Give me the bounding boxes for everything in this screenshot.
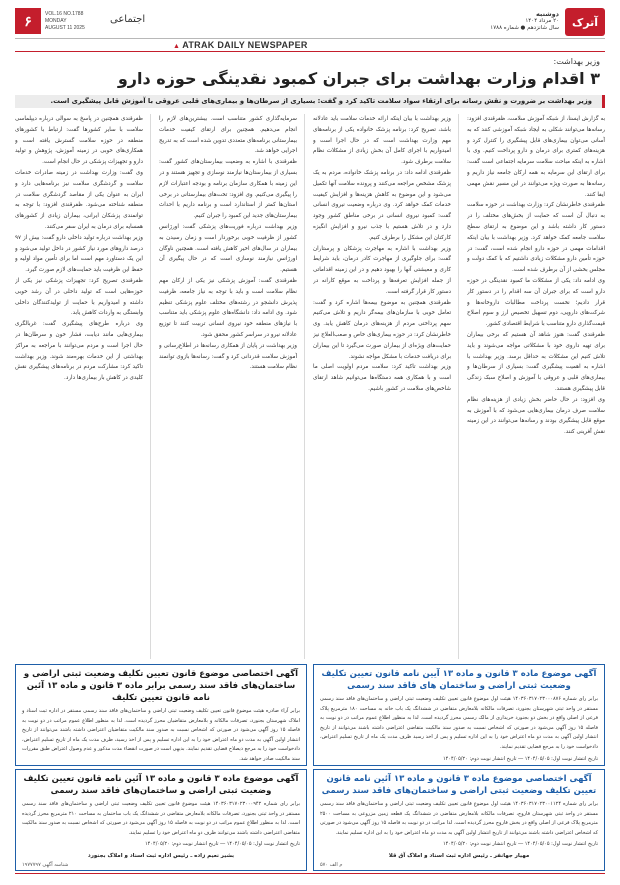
masthead [15,8,605,39]
paper-name-text: ATRAK DAILY NEWSPAPER [182,40,308,50]
notice-title: آگهی موضوع ماده ۳ قانون و ماده ۱۳ آئین نامه قانون تعیین تکلیف وضعیت ثبتی اراضی و ساختمان‌های فاقد سند رسمی [23,774,299,796]
notice-title: آگهی اختصاصی موضوع قانون تعیین تکلیف وضعیت ثبتی اراضی و ساختمان‌های فاقد سند رسمی برابر ماده ۳ قانون و ماده ۱۳ آئین نامه قانون تعیین تکلیف [23,669,299,703]
paragraph: ظفرقندی گفت: هنوز شاهد آن هستیم که برخی بیماران برای تهیه داروی خود با مشکلاتی مواجه می‌شوند و باید تلاش کنیم این مشکلات به حداقل برسد. وزیر بهداشت با اشاره به اهمیت پیشگیری گفت: بسیاری از سرطان‌ها و بیماری‌های قلبی و عروقی با آموزش و اصلاح سبک زندگی قابل پیشگیری هستند. [467,331,605,392]
triangle-icon: ▲ [173,43,181,50]
notice-body: برابر آراء صادره هیئت موضوع قانون تعیین تکلیف وضعیت ثبتی اراضی و ساختمان‌های فاقد سند رسمی مستقر در اداره ثبت اسناد و املاک شهرستان بجنورد، تصرفات مالکانه و بلامعارض متقاضیان محرز گردیده است. لذا به منظور اطلاع عموم مراتب در دو نوبت به فاصله ۱۵ روز آگهی می‌شود در صورتی که اشخاص نسبت به صدور سند مالکیت متقاضیان اعتراضی داشته باشند می‌توانند از تاریخ انتشار اولین آگهی به مدت دو ماه اعتراض خود را به این اداره تسلیم و پس از اخذ رسید، ظرف مدت یک ماه از تاریخ تسلیم اعتراض، دادخواست خود را به مرجع ذیصلاح قضایی تقدیم نمایند. بدیهی است در صورت انقضاء مدت مذکور و عدم وصول اعتراض طبق مقررات سند مالکیت صادر خواهد شد. [22,708,301,762]
paragraph: وزیر بهداشت با بیان اینکه ارائه خدمات سلامت باید عادلانه باشد، تصریح کرد: برنامه پزشک خانواده یکی از برنامه‌های مهم وزارت بهداشت است که در حال اجرا است و امیدواریم با اجرای کامل آن بخش زیادی از مشکلات نظام سلامت برطرف شود. [313,116,451,166]
notice-signature: مهیار جهانفر ـ رئیس اداره ثبت اسناد و املاک آق قلا [388,852,530,859]
notice-signature [314,765,604,766]
notice-title: آگهی موضوع ماده ۳ قانون و ماده ۱۳ آیین نامه قانون تعیین تکلیف وضعیت ثبتی اراضی و ساختمان های فاقد سند رسمی [321,669,597,691]
vol-date: AUGUST 11 2025 [45,25,85,31]
article-column-4 [15,114,143,659]
section-name: اجتماعی [110,14,146,25]
paragraph: ظفرقندی خاطرنشان کرد: وزارت بهداشت در حوزه سلامت به دنبال آن است که حمایت از بخش‌های مختلف را در دستور کار داشته باشد و این موضوع به ارتقای سطح سلامت جامعه کمک خواهد کرد. وزیر بهداشت با بیان اینکه اقدامات مهمی در حوزه دارو انجام شده است، گفت: در حوزه تأمین دارو مشکلات زیادی داشتیم که با کمک دولت و مجلس بخشی از آن برطرف شده است. [467,202,605,274]
paragraph: سرمایه‌گذاری کشور متناسب است. بیشترین‌های لازم را انجام می‌دهیم. همچنین برای ارتقای کیفیت خدمات بیمارستانی برنامه‌های متعددی تدوین شده است که به تدریج اجرایی خواهد شد. [159,116,297,155]
svg-text:آترک: آترک [571,16,599,29]
legal-notice-1 [313,664,605,766]
notice-body: برابر رای شماره ۱۴۰۳۶۰۳۱۷۰۲۳۰۰۰۹۴۲ هیئت موضوع قانون تعیین تکلیف وضعیت ثبتی اراضی و ساختمان‌های فاقد سند رسمی مستقر در واحد ثبتی بجنورد، تصرفات مالکانه بلامعارض متقاضی در ششدانگ یک باب ساختمان به مساحت ۲۱۰ مترمربع محرز گردیده است. لذا به منظور اطلاع عموم مراتب در دو نوبت به فاصله ۱۵ روز آگهی می‌شود در صورتی که اشخاص نسبت به صدور سند مالکیت متقاضی اعتراضی داشته باشند می‌توانند ظرف دو ماه اعتراض خود را تسلیم نمایند. [22,801,300,836]
notice-dates: تاریخ انتشار نوبت اول: ۱۴۰۴/۰۵/۰۵ ― تاریخ انتشار نوبت دوم: ۱۴۰۴/۰۵/۲۰ [443,841,598,848]
paragraph: ظفرقندی همچنین به موضوع بیمه‌ها اشاره کرد و گفت: تعامل خوبی با سازمان‌های بیمه‌گر داریم و تلاش می‌کنیم سهم پرداختی مردم از هزینه‌های درمان کاهش یابد. وی خاطرنشان کرد: در حوزه بیماری‌های خاص و صعب‌العلاج نیز حمایت‌های ویژه‌ای از بیماران صورت می‌گیرد تا این بیماران برای دریافت خدمات با مشکل مواجه نشوند. [313,299,451,360]
paragraph: ظفرقندی همچنین در پاسخ به سوالی درباره دیپلماسی سلامت با سایر کشورها گفت: ارتباط با کشورهای منطقه در حوزه سلامت گسترش یافته است و همکاری‌های خوبی در زمینه آموزش، پژوهش و تولید دارو و تجهیزات پزشکی در حال انجام است. [15,116,143,166]
logo-mark-icon [565,8,605,36]
notice-body: برابر رای شماره ۱۴۰۳۶۰۳۱۷۰۲۳۰۰۰۸۷۶ هیئت اول موضوع قانون تعیین تکلیف وضعیت ثبتی اراضی و ساختمان‌های فاقد سند رسمی مستقر در واحد ثبتی شهرستان بجنورد، تصرفات مالکانه بلامعارض متقاضی در ششدانگ یک باب خانه به مساحت ۱۸۰ مترمربع پلاک فرعی از اصلی واقع در بخش دو بجنورد خریداری از مالک رسمی محرز گردیده است. لذا به منظور اطلاع عموم مراتب در دو نوبت به فاصله ۱۵ روز آگهی می‌شود در صورتی که اشخاص نسبت به صدور سند مالکیت متقاضی اعتراضی داشته باشند می‌توانند از تاریخ انتشار اولین آگهی به مدت دو ماه اعتراض خود را به این اداره تسلیم و پس از اخذ رسید ظرف مدت یک ماه از تاریخ تسلیم اعتراض، دادخواست خود را به مرجع قضایی تقدیم نمایند. [320,696,598,750]
notice-dates: تاریخ انتشار نوبت اول: ۱۴۰۴/۰۵/۰۵ ― تاریخ انتشار نوبت دوم: ۱۴۰۴/۰۵/۲۰ [145,841,300,848]
weekday: دوشنبه [535,10,559,18]
legal-notice-4 [15,769,307,871]
paragraph: ظفرقندی با اشاره به وضعیت بیمارستان‌های کشور گفت: بسیاری از بیمارستان‌ها نیازمند نوسازی و تجهیز هستند و در این زمینه با همکاری سازمان برنامه و بودجه اعتبارات لازم را پیگیری می‌کنیم. وی افزود: تخت‌های بیمارستانی در برخی استان‌ها کمتر از استاندارد است و برنامه داریم با احداث بیمارستان‌های جدید این کمبود را جبران کنیم. [159,159,297,220]
article-column-2 [313,114,451,659]
issue-line: سال شانزدهم ● شماره ۱۷۸۸ [490,25,559,31]
column-divider [150,114,151,659]
notice-dates: تاریخ انتشار نوبت اول: ۱۴۰۴/۰۵/۰۵ ― تاریخ انتشار نوبت دوم: ۱۴۰۴/۰۵/۲۰ [443,755,598,762]
footer-rule [15,873,605,874]
date-line: ۲۰ مرداد ۱۴۰۴ [525,18,559,24]
legal-notice-3 [313,769,605,871]
paragraph: وزیر بهداشت تاکید کرد: سلامت مردم اولویت اصلی ما است و با همکاری همه دستگاه‌ها می‌توانیم شاهد ارتقای شاخص‌های سلامت در کشور باشیم. [313,364,451,392]
notice-number: شناسه آگهی ۱۹۷۷۷۹۷ [22,861,69,868]
paper-name-bar [15,40,605,52]
notice-number: م الف ۵۷۰ [320,861,343,868]
paragraph: وزیر بهداشت با اشاره به مهاجرت پزشکان و پرستاران گفت: برای جلوگیری از مهاجرت کادر درمان، باید شرایط کاری و معیشتی آنها را بهبود دهیم و در این زمینه اقداماتی از جمله افزایش تعرفه‌ها و پرداخت به موقع کارانه در دستور کار قرار گرفته است. [313,245,451,295]
article-columns [15,114,605,659]
legal-notices [15,664,605,869]
paragraph: وزیر بهداشت درباره فوریت‌های پزشکی گفت: اورژانس کشور از ظرفیت خوبی برخوردار است و زمان رسیدن به بیماران در سال‌های اخیر کاهش یافته است. همچنین ناوگان اورژانس نیازمند نوسازی است که در حال پیگیری آن هستیم. [159,223,297,274]
lead-bar [15,95,605,108]
paragraph: وی گفت: وزارت بهداشت در زمینه صادرات خدمات سلامت و گردشگری سلامت نیز برنامه‌هایی دارد و ایران به عنوان یکی از مقاصد گردشگری سلامت در منطقه شناخته می‌شود. ظفرقندی افزود: با توجه به توانمندی پزشکان ایرانی، بیماران زیادی از کشورهای همسایه برای درمان به ایران سفر می‌کنند. [15,169,143,230]
paragraph: ظفرقندی تصریح کرد: تجهیزات پزشکی نیز یکی از حوزه‌هایی است که تولید داخلی در آن رشد خوبی داشته و امیدواریم با حمایت از تولیدکنندگان داخلی وابستگی به واردات کاهش یابد. [15,277,143,317]
paragraph: وزیر بهداشت درباره تولید داخلی دارو گفت: بیش از ۹۷ درصد داروهای مورد نیاز کشور در داخل تولید می‌شود و این یک دستاورد مهم است اما برای تأمین مواد اولیه و حفظ این ظرفیت باید حمایت‌های لازم صورت گیرد. [15,234,143,274]
date-block [490,11,559,32]
page-number: ۶ [15,8,41,34]
paragraph: وی درباره طرح‌های پیشگیری گفت: غربالگری بیماری‌هایی مانند دیابت، فشار خون و سرطان‌ها در حال اجرا است و مردم می‌توانند با مراجعه به مراکز بهداشتی از این خدمات بهره‌مند شوند. وزیر بهداشت تاکید کرد: مشارکت مردم در برنامه‌های پیشگیری نقش کلیدی در کاهش بار بیماری‌ها دارد. [15,321,143,382]
atrak-logo [565,8,605,36]
notice-title: آگهی اختصاصی موضوع ماده ۳ قانون و ماده ۱۳ آئین نامه قانون تعیین تکلیف وضعیت ثبتی اراضی و ساختمان‌های فاقد سند رسمی [321,774,597,796]
paragraph: وی ادامه داد: یکی از مشکلات ما کمبود نقدینگی در حوزه دارو است که برای جبران آن سه اقدام را در دستور کار قرار دادیم؛ نخست پرداخت مطالبات داروخانه‌ها و شرکت‌های دارویی، دوم تسهیل تخصیص ارز و سوم اصلاح قیمت‌گذاری دارو متناسب با شرایط اقتصادی کشور. [467,277,605,328]
article-kicker: وزیر بهداشت: [553,57,600,66]
article-lead: وزیر بهداشت بر ضرورت و نقش رسانه برای ارتقاء سواد سلامت تاکید کرد و گفت: بسیاری از سرطان‌ها و بیماری‌های قلبی عروقی با آموزش قابل پیشگیری است. [50,97,592,105]
volume-info [45,11,85,32]
article-column-1 [467,114,605,659]
vol-day: MONDAY [45,18,67,24]
column-divider [304,114,305,659]
paragraph: ظفرقندی ادامه داد: در برنامه پزشک خانواده، مردم به یک پزشک مشخص مراجعه می‌کنند و پرونده سلامت آنها تکمیل می‌شود و این موضوع به کاهش هزینه‌ها و افزایش کیفیت خدمات کمک خواهد کرد. وی درباره وضعیت نیروی انسانی گفت: کمبود نیروی انسانی در برخی مناطق کشور وجود دارد و در تلاش هستیم با جذب نیرو و افزایش انگیزه کارکنان این مشکل را برطرف کنیم. [313,169,451,241]
column-divider [458,114,459,659]
notice-body: برابر رای شماره ۱۴۰۳۶۰۳۱۷۰۲۳۰۰۱۱۲۴ هیئت اول موضوع قانون تعیین تکلیف وضعیت ثبتی اراضی و ساختمان‌های فاقد سند رسمی مستقر در واحد ثبتی شهرستان فاروج، تصرفات مالکانه بلامعارض متقاضی در ششدانگ یک قطعه زمین مزروعی به مساحت ۲۵۰۰ مترمربع پلاک فرعی از اصلی واقع در بخش فاروج محرز گردیده است. لذا مراتب در دو نوبت به فاصله ۱۵ روز آگهی می‌شود در صورتی که اشخاص اعتراضی داشته باشند می‌توانند از تاریخ انتشار اولین آگهی به مدت دو ماه اعتراض خود را به این اداره تسلیم نمایند. [320,801,598,836]
article-column-3 [159,114,297,659]
article-headline: ۳ اقدام وزارت بهداشت برای جبران کمبود نقدینگی حوزه دارو [117,69,600,88]
paragraph: وزیر بهداشت در پایان از همکاری رسانه‌ها در اطلاع‌رسانی و آموزش سلامت قدردانی کرد و گفت: رسانه‌ها بازوی توانمند نظام سلامت هستند. [159,342,297,371]
paragraph: وی افزود: در حال حاضر بخش زیادی از هزینه‌های نظام سلامت صرف درمان بیماری‌هایی می‌شود که با آموزش به موقع قابل پیشگیری بودند و رسانه‌ها می‌توانند در این زمینه نقش آفرینی کنند. [467,396,605,436]
legal-notice-2 [15,664,307,766]
vol-line: VOL.16 NO.1788 [45,11,84,17]
paper-name [173,40,308,50]
notice-signature: بشیر نعیم زاده ـ رئیس اداره ثبت اسناد و املاک بجنورد [87,852,235,859]
paragraph: ظفرقندی گفت: آموزش پزشکی نیز یکی از ارکان مهم نظام سلامت است و باید با توجه به نیاز جامعه، ظرفیت پذیرش دانشجو در رشته‌های مختلف علوم پزشکی تنظیم شود. وی ادامه داد: دانشگاه‌های علوم پزشکی باید متناسب با نیازهای منطقه خود نیروی انسانی تربیت کنند تا توزیع عادلانه نیرو در سراسر کشور محقق شود. [159,277,297,338]
paragraph: به گزارش ایسنا، از شبکه آموزش سلامت، ظفرقندی افزود: رسانه‌ها می‌توانند شکلی به ایجاد شبکه آموزشی کنند که به آسانی می‌توان بیماری‌های قابل پیشگیری را کنترل کرد و هزینه‌های کمتری برای درمان و دارو پرداخت کنیم. وی با اشاره به اینکه مباحث سلامت سرمایه اجتماعی است گفت: برای ارتقای این سرمایه به همه ارکان جامعه نیاز داریم و رسانه‌ها به صورت ویژه می‌توانند در این مسیر نقش مهمی ایفا کنند. [467,116,605,198]
